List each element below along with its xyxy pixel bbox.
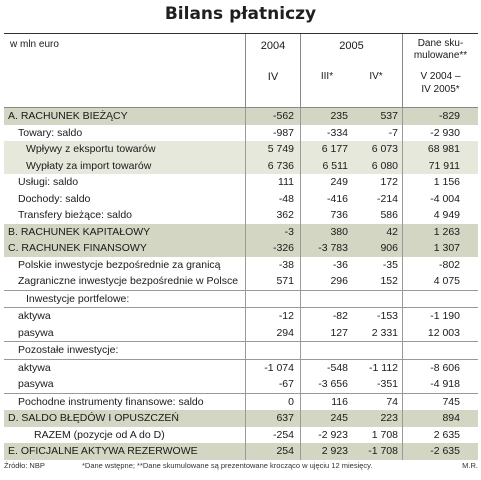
row-value-col-2: 235 [330,110,348,123]
row-value-col-2 [306,342,348,359]
row-value-col-4 [408,291,460,308]
footnote: *Dane wstępne; **Dane skumulowane są prezentowane krocząco w ujęciu 12 miesięcy. [82,461,373,470]
header-q-iii-2005: III* [320,71,334,82]
row-value-col-4: -2 635 [430,445,460,458]
table-header [4,34,478,107]
row-label: A. RACHUNEK BIEŻĄCY [8,110,128,123]
row-value-col-1 [250,291,294,308]
row-label: Transfery bieżące: saldo [18,209,132,222]
table-row [4,443,478,460]
row-label: B. RACHUNEK KAPITAŁOWY [8,225,151,238]
unit-label: w mln euro [10,39,59,50]
row-label: Inwestycje portfelowe: [26,292,130,305]
row-value-col-2: 245 [330,412,348,425]
table-row [4,207,478,224]
row-value-col-3: 223 [380,412,398,425]
row-value-col-3: -1 112 [369,361,398,374]
row-value-col-2: 380 [330,225,348,238]
author-initials: M.R. [462,461,478,470]
table-row [4,427,478,444]
row-value-col-2: -3 656 [318,378,348,391]
row-value-col-3 [354,291,398,308]
table-row [4,307,478,325]
row-value-col-2: -2 923 [318,428,348,441]
row-value-col-1: 0 [288,395,294,408]
table-row [4,191,478,208]
row-value-col-2: -36 [332,258,348,271]
row-value-col-3: 537 [380,110,398,123]
table-row [4,273,478,290]
row-value-col-1: 637 [276,412,294,425]
row-value-col-4: -8 606 [430,361,460,374]
row-value-col-1: -67 [278,378,294,391]
table-row [4,257,478,274]
page-title: Bilans płatniczy [164,4,317,24]
row-value-col-2: -334 [326,126,348,139]
row-value-col-3: 6 073 [371,143,398,156]
column-divider [245,108,246,460]
table-row [4,393,478,411]
row-value-col-3: 42 [386,225,398,238]
row-value-col-4: 12 003 [427,326,460,339]
row-label: pasywa [18,326,54,339]
table-frame [4,33,478,459]
row-value-col-1: 571 [276,275,294,288]
row-value-col-2: 6 177 [321,143,348,156]
table-row [4,359,478,377]
row-value-col-4: 1 263 [433,225,460,238]
row-value-col-4: 4 949 [433,209,460,222]
row-value-col-1 [250,342,294,359]
row-value-col-4: -2 930 [430,126,460,139]
header-q-iv-2005: IV* [369,71,383,82]
header-q-iv-2004: IV [267,71,279,83]
row-label: Pochodne instrumenty finansowe: saldo [18,395,204,408]
row-value-col-4: 4 075 [433,275,460,288]
row-value-col-1: -1 074 [264,361,294,374]
row-label: RAZEM (pozycje od A do D) [34,428,165,441]
column-divider [402,108,403,460]
row-value-col-2: 296 [330,275,348,288]
row-value-col-3: 152 [380,275,398,288]
row-value-col-2: -82 [332,310,348,323]
row-label: aktywa [18,310,51,323]
row-value-col-2: -416 [326,192,348,205]
table-row [4,325,478,342]
row-value-col-1: -38 [278,258,294,271]
header-cumulative: Dane sku- mulowane** V 2004 – IV 2005* [413,38,468,95]
row-value-col-1: 362 [276,209,294,222]
row-value-col-4: 745 [442,395,460,408]
row-label: Dochody: saldo [18,192,91,205]
row-value-col-4: -1 190 [430,310,460,323]
row-value-col-4 [408,342,460,359]
table-row [4,108,478,125]
row-value-col-4: -4 918 [430,378,460,391]
row-value-col-2: -548 [326,361,348,374]
row-value-col-4: -829 [438,110,460,123]
row-value-col-2: 2 923 [321,445,348,458]
table-row [4,158,478,175]
row-value-col-1: 254 [276,445,294,458]
row-label: Wpływy z eksportu towarów [26,143,156,156]
row-value-col-4: -802 [438,258,460,271]
row-label: Towary: saldo [18,126,83,139]
row-value-col-4: 1 307 [433,242,460,255]
table-row [4,240,478,257]
row-value-col-3: -1 708 [368,445,398,458]
row-label: C. RACHUNEK FINANSOWY [8,242,147,255]
row-value-col-3: 172 [380,176,398,189]
row-value-col-3: -35 [382,258,398,271]
row-value-col-2: 6 511 [322,159,348,172]
header-year-2004: 2004 IV [246,34,300,107]
row-value-col-3: 74 [386,395,398,408]
row-value-col-3: 586 [380,209,398,222]
table-row [4,224,478,241]
row-label: Polskie inwestycje bezpośrednie za granicą [18,258,221,271]
row-value-col-1: 6 736 [267,159,294,172]
row-value-col-3: -153 [376,310,398,323]
row-value-col-3: 6 080 [371,159,398,172]
row-value-col-4: 1 156 [433,176,460,189]
column-divider [300,108,301,460]
row-label: D. SALDO BŁĘDÓW I OPUSZCZEŃ [8,412,179,425]
row-value-col-1: 111 [278,176,294,189]
row-label: Pozostałe inwestycje: [18,344,119,357]
row-value-col-1: -562 [272,110,294,123]
table-row [4,290,478,308]
table-body [4,108,478,460]
row-value-col-2 [306,291,348,308]
row-label: aktywa [18,361,51,374]
row-value-col-1: -987 [272,126,294,139]
row-label: pasywa [18,378,54,391]
source-note: Źródło: NBP [4,461,45,470]
row-value-col-4: 894 [442,412,460,425]
row-value-col-1: 294 [276,326,294,339]
row-value-col-1: 5 749 [267,143,294,156]
row-value-col-2: 127 [330,326,348,339]
row-value-col-4: -4 004 [430,192,460,205]
row-value-col-2: 249 [330,176,348,189]
row-label: Zagraniczne inwestycje bezpośrednie w Polsce [18,275,239,288]
header-year-2005: 2005 III* IV* [301,34,402,107]
row-value-col-3: 906 [380,242,398,255]
row-value-col-3: 1 708 [371,428,398,441]
row-value-col-2: 736 [330,209,348,222]
table-row [4,410,478,427]
row-value-col-4: 68 981 [427,143,460,156]
row-value-col-3 [354,342,398,359]
row-value-col-3: 2 331 [371,326,398,339]
table-row [4,341,478,359]
row-value-col-2: 116 [331,395,348,408]
row-label: Wypłaty za import towarów [26,159,152,172]
table-footer [4,461,478,475]
table-row [4,141,478,158]
row-value-col-4: 2 635 [433,428,460,441]
row-value-col-3: -214 [376,192,398,205]
row-label: Usługi: saldo [18,176,79,189]
table-row [4,174,478,191]
row-value-col-1: -12 [278,310,294,323]
row-value-col-1: -326 [272,242,294,255]
row-value-col-2: -3 783 [318,242,348,255]
table-row [4,376,478,393]
row-label: E. OFICJALNE AKTYWA REZERWOWE [8,445,198,458]
row-value-col-3: -351 [376,378,398,391]
row-value-col-1: -254 [272,428,294,441]
row-value-col-4: 71 911 [428,159,460,172]
row-value-col-1: -3 [284,225,294,238]
row-value-col-1: -48 [278,192,294,205]
table-row [4,125,478,142]
row-value-col-3: -7 [388,126,398,139]
